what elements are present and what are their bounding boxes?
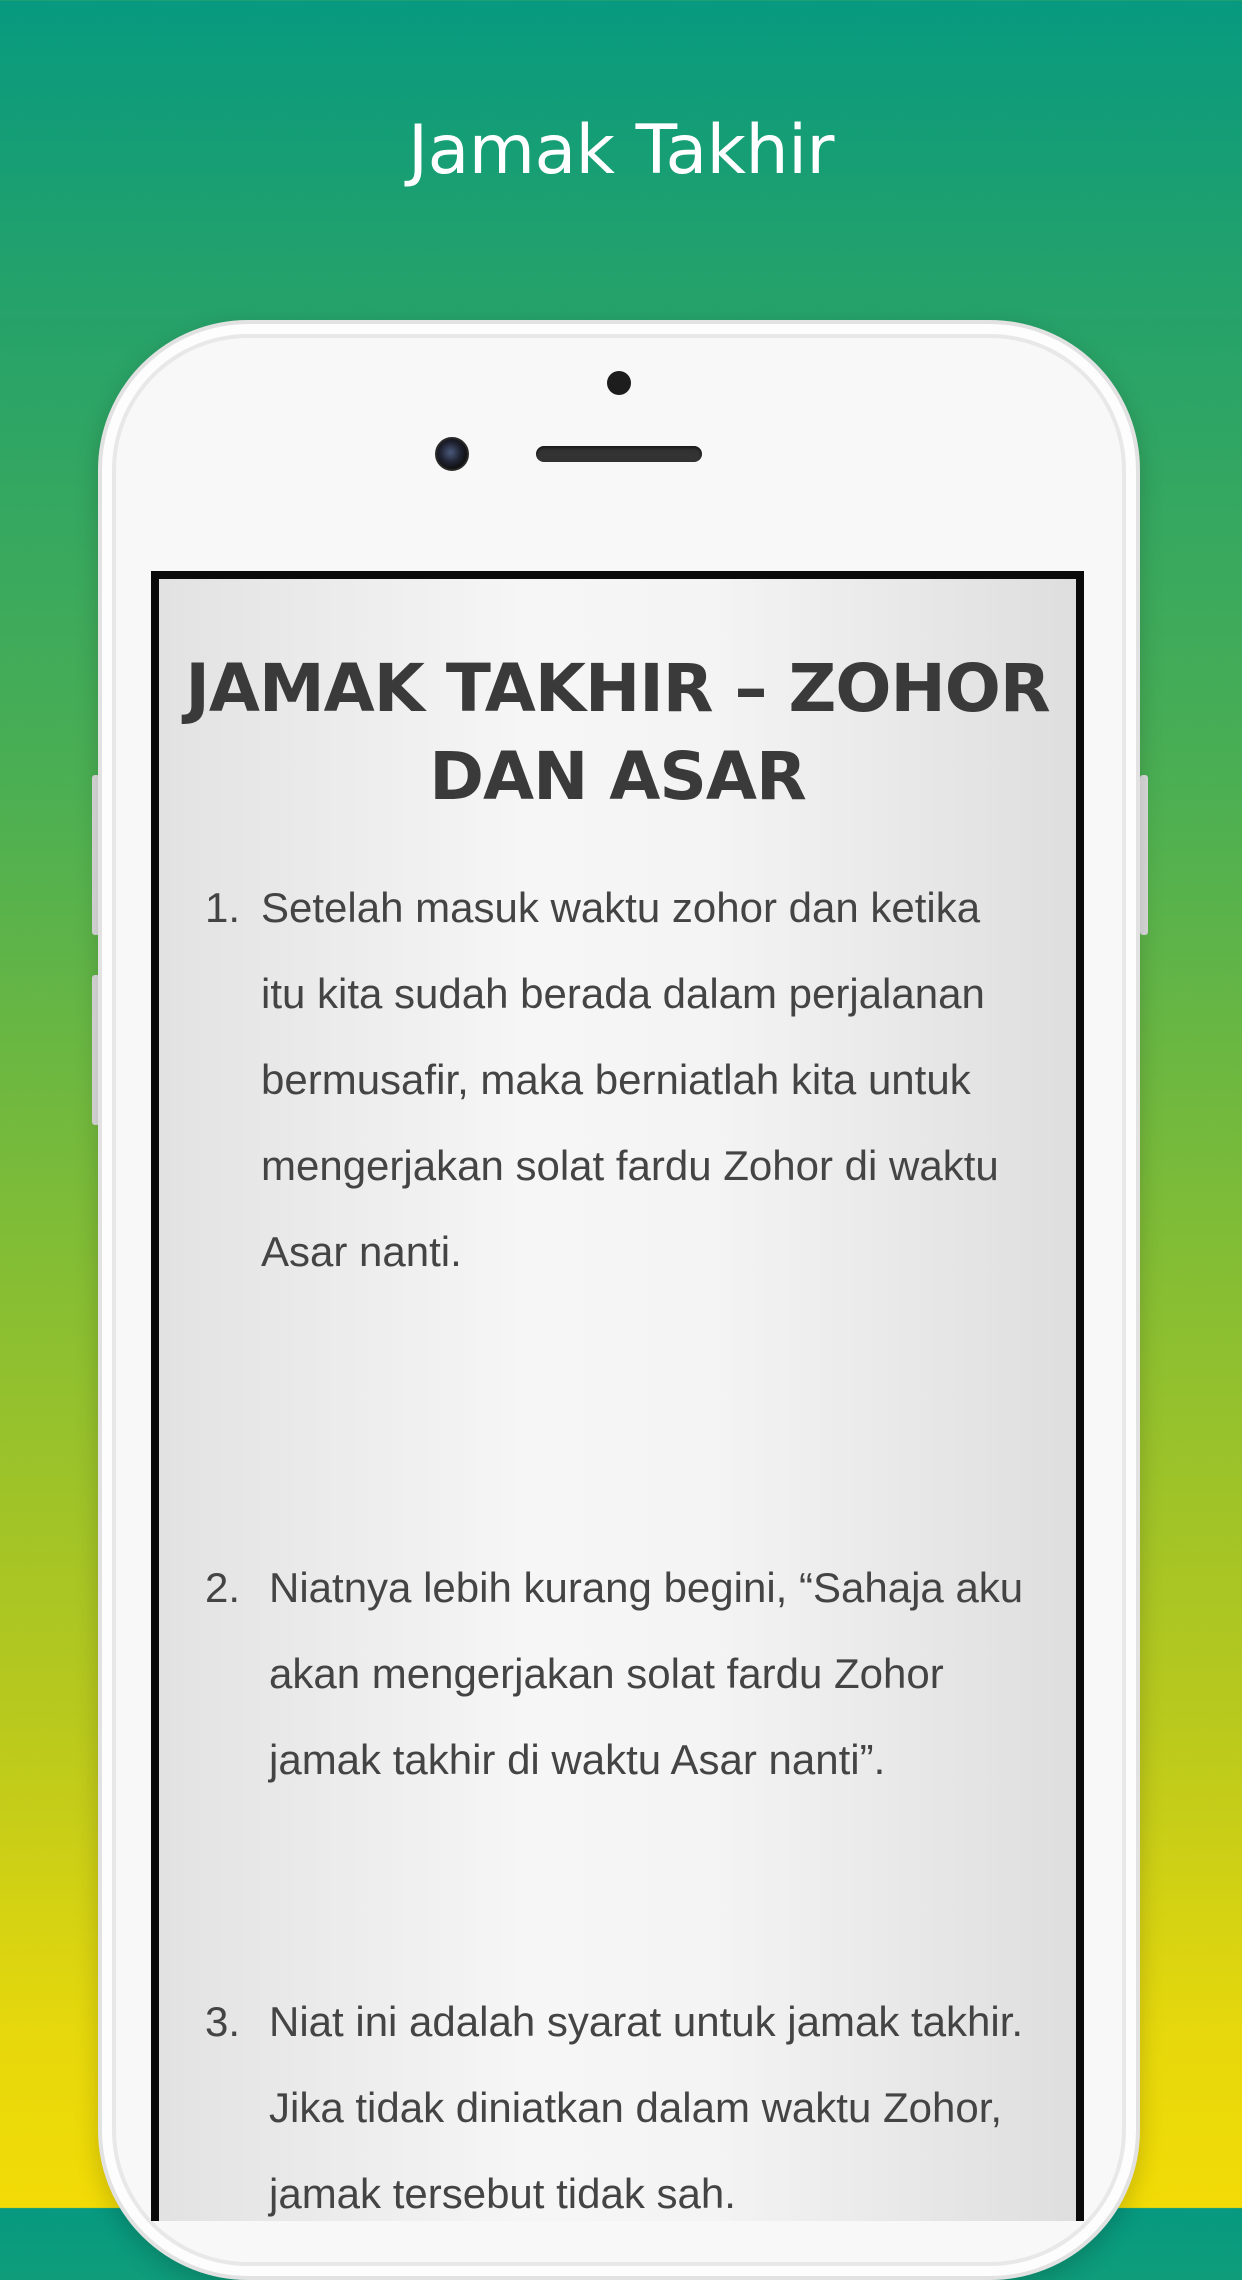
list-item bbox=[205, 1545, 1035, 1803]
list-item-text: Niatnya lebih kurang begini, “Sahaja aku akan mengerjakan solat fardu Zohor jamak takhir di waktu Asar nanti”. bbox=[269, 1564, 1024, 1783]
list-item-text: Setelah masuk waktu zohor dan ketika itu kita sudah berada dalam perjalanan bermusafir, maka berniatlah kita untuk mengerjakan solat fardu Zohor di waktu Asar nanti. bbox=[261, 884, 999, 1275]
front-camera-icon bbox=[435, 437, 469, 471]
phone-power-button bbox=[1140, 775, 1148, 935]
slide-screenshot bbox=[159, 579, 1076, 2221]
list-item-number: 2. bbox=[205, 1564, 241, 1611]
list-item-text: Niat ini adalah syarat untuk jamak takhir. Jika tidak diniatkan dalam waktu Zohor, jamak tersebut tidak sah. bbox=[269, 1998, 1024, 2217]
list-item-number: 3. bbox=[205, 1998, 241, 2045]
list-item-number: 1. bbox=[205, 884, 241, 931]
page-title: Jamak Takhir bbox=[408, 111, 834, 190]
phone-sensor-icon bbox=[607, 371, 631, 395]
slide-title: JAMAK TAKHIR – ZOHOR DAN ASAR bbox=[185, 650, 1050, 815]
phone-screen bbox=[151, 571, 1084, 2221]
list-item bbox=[205, 865, 1035, 1295]
speaker-grille bbox=[536, 446, 702, 462]
list-item bbox=[205, 1979, 1035, 2221]
